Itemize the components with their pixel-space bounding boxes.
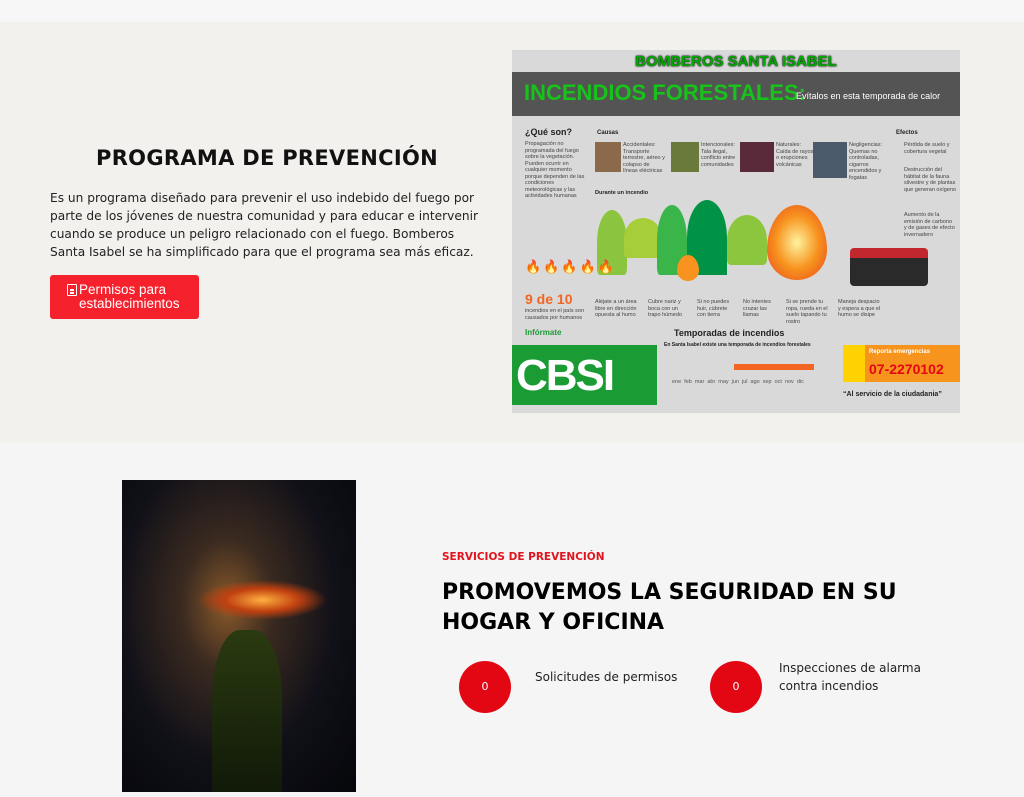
infographic-subheadline: Evítalos en esta temporada de calor xyxy=(796,91,941,101)
effect-item: Destrucción del hábitat de la fauna silvestre y de plantas que generan oxígeno xyxy=(904,167,956,193)
during-title: Durante un incendio xyxy=(595,190,649,196)
program-description: Es un programa diseñado para prevenir el uso indebido del fuego por parte de los jóvenes de nuestra comunidad y para educar e intervenir cuando se produce un peligro relacionado con el fuego. Bomberos Santa Isabel se ha simplificado para que el programa sea más eficaz. xyxy=(50,191,479,259)
tip-item: No intentes cruzar las llamas xyxy=(743,299,771,318)
month-label: mar xyxy=(694,379,705,385)
infographic-headline: INCENDIOS FORESTALES: xyxy=(524,80,806,105)
season-subtitle: En Santa Isabel existe una temporada de incendios forestales xyxy=(664,342,811,348)
what-text: Propagación no programada del fuego sobre la vegetación. Pueden ocurrir en cualquier momento porque dependen de las condiciones meteorológicas y las actividades humanas xyxy=(525,141,585,199)
cbsi-logo: CBSI xyxy=(512,345,657,405)
inspections-counter: 0 xyxy=(710,661,762,713)
firefighter-silhouette xyxy=(212,630,282,792)
flame-illustration xyxy=(677,255,699,281)
cause-item: Negligencias: Quemas no controladas, cigarros encendidos y fogatas xyxy=(813,142,893,178)
inform-label: Infórmate xyxy=(525,328,562,337)
season-bar xyxy=(734,364,814,370)
effect-item: Pérdida de suelo y cobertura vegetal xyxy=(904,142,950,155)
drops-icon: 🔥🔥🔥🔥🔥 xyxy=(525,259,616,274)
emergency-phone: 07-2270102 xyxy=(869,361,944,377)
cause-item: Intencionales: Tala ilegal, conflicto entre comunidades xyxy=(671,142,741,172)
season-title: Temporadas de incendios xyxy=(674,328,785,338)
top-bar xyxy=(0,0,1024,22)
permits-counter-label: Solicitudes de permisos xyxy=(535,670,678,684)
effects-title: Efectos xyxy=(896,130,918,136)
infographic-brand: BOMBEROS SANTA ISABEL xyxy=(635,53,837,70)
what-title: ¿Qué son? xyxy=(525,127,572,137)
firefighter-night-photo xyxy=(122,480,356,792)
month-label: dic xyxy=(796,379,804,385)
cause-item: Naturales: Caída de rayos o erupciones volcánicas xyxy=(740,142,815,172)
month-label: jul xyxy=(742,379,748,385)
fire-truck-illustration xyxy=(850,248,928,286)
emergency-label: Reporta emergencias xyxy=(869,349,931,355)
month-label: nov xyxy=(784,379,794,385)
month-label: may xyxy=(718,379,729,385)
tip-item: Si se prende tu ropa, rueda en el suelo tapando tu rostro xyxy=(786,299,828,325)
permits-button[interactable] xyxy=(50,275,199,319)
services-title: PROMOVEMOS LA SEGURIDAD EN SU HOGAR Y OFICINA xyxy=(442,580,897,635)
month-label: feb xyxy=(684,379,692,385)
services-eyebrow: SERVICIOS DE PREVENCIÓN xyxy=(442,551,605,563)
month-label: jun xyxy=(731,379,740,385)
motto: “Al servicio de la ciudadania” xyxy=(843,391,942,398)
phone-icon xyxy=(843,345,865,382)
month-label: ene xyxy=(672,379,682,385)
flame-illustration xyxy=(767,205,827,280)
tip-item: Si no puedes huir, cúbrete con tierra xyxy=(697,299,730,318)
tip-item: Aléjate a un área libre en dirección opuesta al humo xyxy=(595,299,637,318)
program-title: PROGRAMA DE PREVENCIÓN xyxy=(96,146,438,170)
document-icon xyxy=(67,284,77,296)
cause-item: Accidentales: Transporte terrestre, aéreo y colapso de líneas eléctricas xyxy=(595,142,665,172)
stat-value: 9 de 10 xyxy=(525,291,573,307)
inspections-counter-label: Inspecciones de alarma contra incendios xyxy=(779,661,921,693)
tip-item: Maneja despacio y espera a que el humo se disipe xyxy=(838,299,881,318)
emergency-box xyxy=(843,345,960,382)
permits-counter: 0 xyxy=(459,661,511,713)
month-label: sep xyxy=(762,379,772,385)
causes-title: Causas xyxy=(597,130,619,136)
wildfire-infographic xyxy=(512,50,960,413)
month-label: oct xyxy=(774,379,782,385)
month-label: ago xyxy=(750,379,760,385)
stat-text: incendios en el país son causados por humanos xyxy=(525,308,585,321)
month-axis xyxy=(672,379,804,385)
fire-glow xyxy=(197,580,327,620)
month-label: abr xyxy=(707,379,716,385)
effect-item: Aumento de la emisión de carbono y de gases de efecto invernadero xyxy=(904,212,955,238)
infographic-header xyxy=(512,72,960,116)
tree-illustration xyxy=(727,215,767,265)
permits-button-label: Permisos para establecimientos xyxy=(79,282,180,311)
tip-item: Cubre nariz y boca con un trapo húmedo xyxy=(648,299,682,318)
